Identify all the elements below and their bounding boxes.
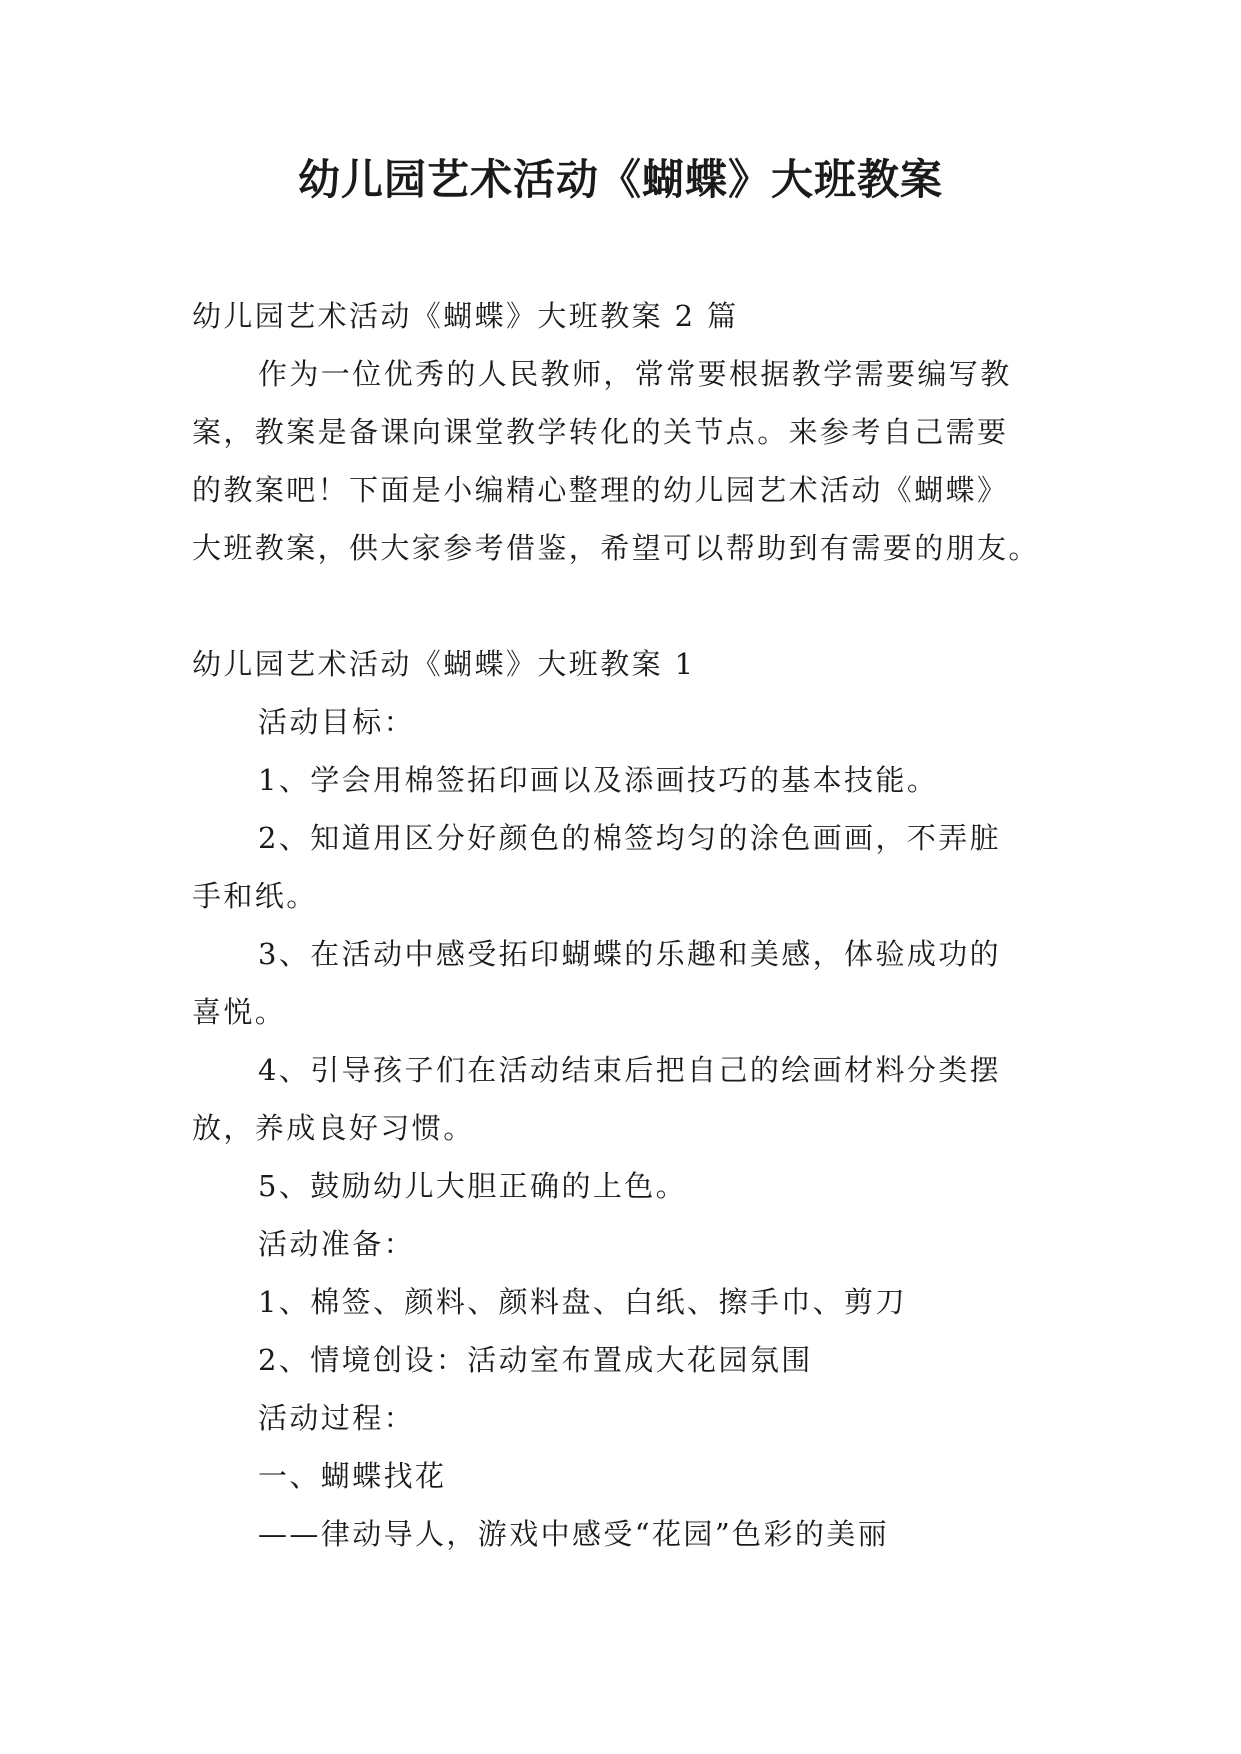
section-label-preparation: 活动准备： xyxy=(258,1227,416,1261)
intro-line: 案，教案是备课向课堂教学转化的关节点。来参考自己需要 xyxy=(192,415,1009,449)
section-label-goals: 活动目标： xyxy=(258,705,416,739)
intro-line: 大班教案，供大家参考借鉴，希望可以帮助到有需要的朋友。 xyxy=(192,531,1040,565)
preparation-item: 2、情境创设：活动室布置成大花园氛围 xyxy=(258,1343,813,1377)
subtitle-line: 幼儿园艺术活动《蝴蝶》大班教案 2 篇 xyxy=(192,299,739,333)
goal-item: 5、鼓励幼儿大胆正确的上色。 xyxy=(258,1169,688,1203)
section-label-process: 活动过程： xyxy=(258,1401,416,1435)
section-heading: 幼儿园艺术活动《蝴蝶》大班教案 1 xyxy=(192,647,696,681)
goal-item: 2、知道用区分好颜色的棉签均匀的涂色画画，不弄脏 xyxy=(258,821,1002,855)
goal-item: 1、学会用棉签拓印画以及添画技巧的基本技能。 xyxy=(258,763,939,797)
goal-item-continuation: 手和纸。 xyxy=(192,879,318,913)
goal-item: 3、在活动中感受拓印蝴蝶的乐趣和美感，体验成功的 xyxy=(258,937,1002,971)
intro-line: 的教案吧！下面是小编精心整理的幼儿园艺术活动《蝴蝶》 xyxy=(192,473,1009,507)
document-body xyxy=(192,287,1052,1563)
page-title: 幼儿园艺术活动《蝴蝶》大班教案 xyxy=(297,155,943,204)
goal-item-continuation: 放，养成良好习惯。 xyxy=(192,1111,475,1145)
preparation-item: 1、棉签、颜料、颜料盘、白纸、擦手巾、剪刀 xyxy=(258,1285,907,1319)
paragraph-gap xyxy=(192,577,1052,635)
process-step-note: ——律动导人，游戏中感受“花园”色彩的美丽 xyxy=(258,1517,890,1551)
goal-item: 4、引导孩子们在活动结束后把自己的绘画材料分类摆 xyxy=(258,1053,1002,1087)
goal-item-continuation: 喜悦。 xyxy=(192,995,287,1029)
intro-line: 作为一位优秀的人民教师，常常要根据教学需要编写教 xyxy=(258,357,1012,391)
process-step-heading: 一、蝴蝶找花 xyxy=(258,1459,447,1493)
